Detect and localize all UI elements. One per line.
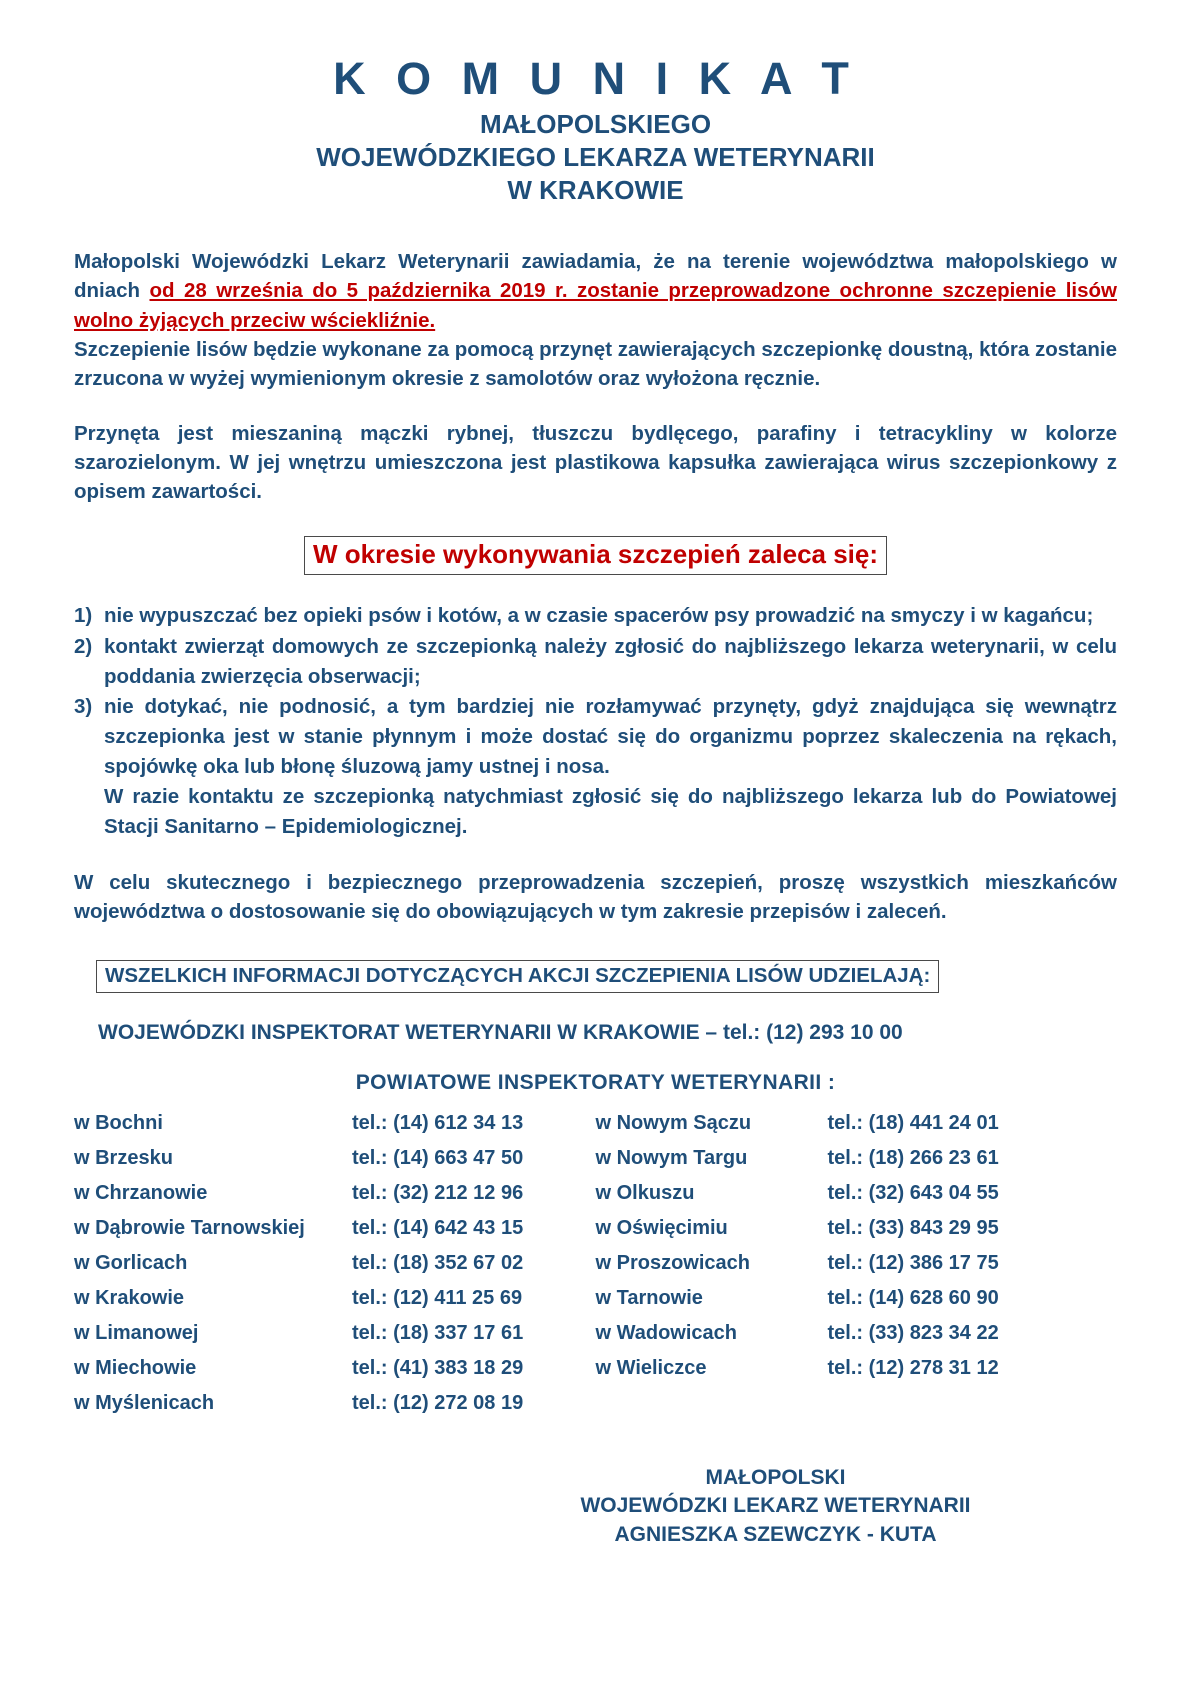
intro-text-part1: Małopolski Wojewódzki Lekarz Weterynarii zawiadamia, że na terenie województwa małopolskiego w dniach [74, 250, 1117, 303]
table-row [596, 1245, 1118, 1280]
phone-number: tel.: (14) 642 43 15 [352, 1216, 524, 1239]
phone-number: tel.: (12) 386 17 75 [827, 1251, 999, 1274]
list-item [74, 632, 1117, 691]
city-label: w Proszowicach [595, 1251, 750, 1274]
phone-column-right [596, 1105, 1118, 1420]
phone-number: tel.: (33) 823 34 22 [827, 1321, 999, 1344]
intro-paragraph [74, 247, 1117, 334]
phone-directory [74, 1105, 1117, 1420]
city-label: w Chrzanowie [74, 1181, 208, 1204]
city-label: w Olkuszu [595, 1181, 695, 1204]
signature-line-2: WOJEWÓDZKI LEKARZ WETERYNARII [580, 1494, 971, 1518]
city-label: w Myślenicach [74, 1391, 215, 1414]
voivodeship-inspectorate-contact: WOJEWÓDZKI INSPEKTORAT WETERYNARII W KRAKOWIE – tel.: (12) 293 10 00 [98, 1021, 903, 1045]
phone-number: tel.: (32) 212 12 96 [352, 1181, 524, 1204]
signature-line-3: AGNIESZKA SZEWCZYK - KUTA [614, 1522, 937, 1546]
list-item [74, 601, 1117, 631]
phone-number: tel.: (33) 843 29 95 [827, 1216, 999, 1239]
page-title: K O M U N I K A T [333, 53, 858, 104]
table-row [74, 1210, 596, 1245]
phone-number: tel.: (18) 266 23 61 [827, 1146, 999, 1169]
info-box-heading: WSZELKICH INFORMACJI DOTYCZĄCYCH AKCJI SZCZEPIENIA LISÓW UDZIELAJĄ: [96, 960, 939, 993]
header-subtitle-line-1: MAŁOPOLSKIEGO [479, 108, 712, 139]
table-row [596, 1210, 1118, 1245]
table-row [596, 1175, 1118, 1210]
table-row [74, 1105, 596, 1140]
signature-block [74, 1464, 1117, 1549]
phone-number: tel.: (14) 612 34 13 [352, 1111, 524, 1134]
table-row [74, 1315, 596, 1350]
closing-paragraph: W celu skutecznego i bezpiecznego przeprowadzenia szczepień, proszę wszystkich mieszkańców województwa o dostosowanie się do obowiązujących w tym zakresie przepisów i zaleceń. [74, 870, 1117, 924]
city-label: w Bochni [74, 1111, 163, 1134]
city-label: w Brzesku [74, 1146, 173, 1169]
list-item-label: kontakt zwierząt domowych ze szczepionką należy zgłosić do najbliższego lekarza weterynarii, w celu poddania zwierzęcia obserwacji; [104, 634, 1117, 688]
table-row [596, 1280, 1118, 1315]
city-label: w Wadowicach [595, 1321, 738, 1344]
list-item-label: nie wypuszczać bez opieki psów i kotów, a w czasie spacerów psy prowadzić na smyczy i w kagańcu; [104, 604, 1094, 628]
info-box-wrap [96, 960, 1117, 993]
city-label: w Nowym Targu [595, 1146, 748, 1169]
table-row [596, 1385, 1118, 1400]
phone-number: tel.: (14) 663 47 50 [352, 1146, 524, 1169]
signature-line-1: MAŁOPOLSKI [705, 1466, 846, 1490]
city-label: w Limanowej [74, 1321, 199, 1344]
poviat-inspectorates-heading: POWIATOWE INSPEKTORATY WETERYNARII : [355, 1071, 836, 1095]
city-label: w Krakowie [74, 1286, 185, 1309]
table-row [596, 1105, 1118, 1140]
table-row [74, 1140, 596, 1175]
phone-number: tel.: (12) 272 08 19 [352, 1391, 524, 1414]
table-row [74, 1175, 596, 1210]
table-row [74, 1385, 596, 1420]
table-row [596, 1350, 1118, 1385]
recommendation-note: W razie kontaktu ze szczepionką natychmiast zgłosić się do najbliższego lekarza lub do Powiatowej Stacji Sanitarno – Epidemiologicznej. [104, 785, 1117, 839]
table-row [596, 1315, 1118, 1350]
city-label: w Tarnowie [595, 1286, 703, 1309]
phone-number: tel.: (41) 383 18 29 [352, 1356, 524, 1379]
city-label: w Miechowie [74, 1356, 197, 1379]
city-label: w Dąbrowie Tarnowskiej [74, 1216, 305, 1239]
bait-description-paragraph: Przynęta jest mieszaniną mączki rybnej, tłuszczu bydlęcego, parafiny i tetracykliny w kolorze szarozielonym. W jej wnętrzu umieszczona jest plastikowa kapsułka zawierająca wirus szczepionkowy z opisem zawartości. [74, 421, 1117, 504]
phone-number: tel.: (12) 278 31 12 [827, 1356, 999, 1379]
phone-number: tel.: (18) 441 24 01 [827, 1111, 999, 1134]
recommendation-heading-wrap [74, 536, 1117, 575]
list-item [74, 692, 1117, 781]
city-label: w Gorlicach [74, 1251, 188, 1274]
phone-number: tel.: (12) 411 25 69 [352, 1286, 523, 1309]
intro-paragraph-2: Szczepienie lisów będzie wykonane za pomocą przynęt zawierających szczepionkę doustną, która zostanie zrzucona w wyżej wymienionym okresie z samolotów oraz wyłożona ręcznie. [74, 337, 1117, 390]
phone-number: tel.: (32) 643 04 55 [827, 1181, 999, 1204]
phone-number: tel.: (14) 628 60 90 [827, 1286, 999, 1309]
table-row [74, 1280, 596, 1315]
header-subtitle-line-2: WOJEWÓDZKIEGO LEKARZA WETERYNARII [316, 141, 875, 172]
list-item-number: 2) [74, 634, 93, 658]
list-item-number: 1) [74, 604, 93, 628]
phone-number: tel.: (18) 337 17 61 [352, 1321, 524, 1344]
recommendation-heading: W okresie wykonywania szczepień zaleca się: [304, 536, 887, 575]
phone-column-left [74, 1105, 596, 1420]
city-label: w Nowym Sączu [595, 1111, 752, 1134]
phone-number: tel.: (18) 352 67 02 [352, 1251, 524, 1274]
recommendation-list [74, 601, 1117, 781]
intro-highlight: od 28 września do 5 października 2019 r. zostanie przeprowadzone ochronne szczepienie lisów wolno żyjących przeciw wściekliźnie. [74, 279, 1117, 332]
list-item-label: nie dotykać, nie podnosić, a tym bardziej nie rozłamywać przynęty, gdyż znajdująca się wewnątrz szczepionka jest w stanie płynnym i może dostać się do organizmu poprzez skaleczenia na rękach, spojówkę oka lub błonę śluzową jamy ustnej i nosa. [104, 695, 1117, 778]
header-subtitle-line-3: W KRAKOWIE [507, 175, 684, 206]
table-row [74, 1350, 596, 1385]
city-label: w Oświęcimiu [595, 1216, 728, 1239]
city-label: w Wieliczce [595, 1356, 707, 1379]
table-row [74, 1245, 596, 1280]
list-item-number: 3) [74, 695, 93, 719]
table-row [596, 1140, 1118, 1175]
